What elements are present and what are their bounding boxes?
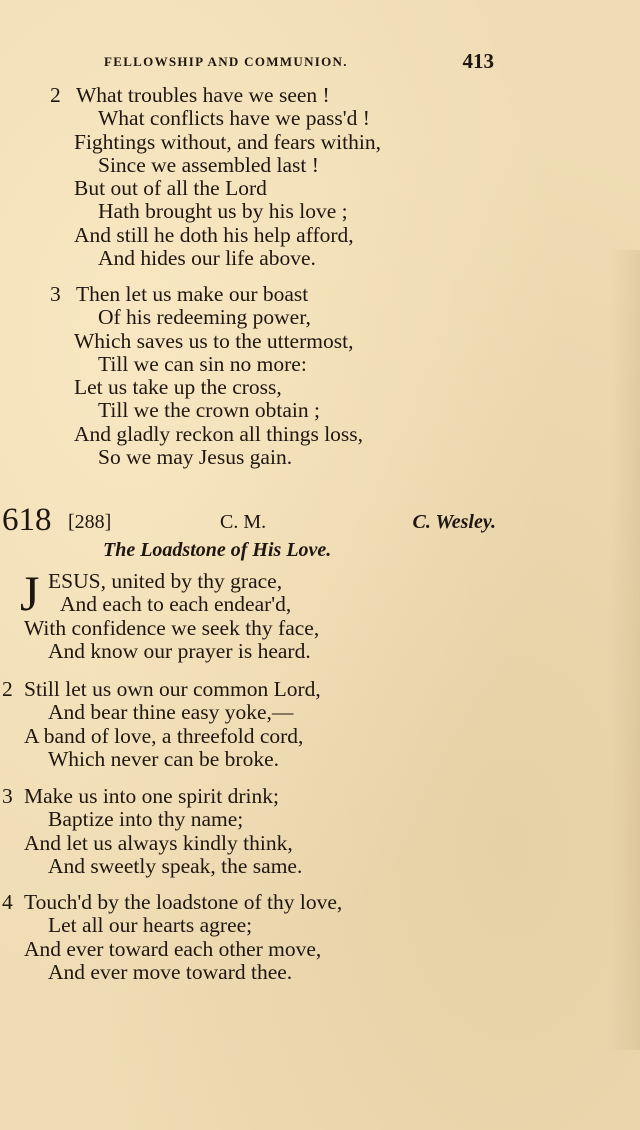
page-number: 413 bbox=[462, 49, 494, 73]
hymn-verse-1 bbox=[24, 570, 444, 663]
verse-number: 3 bbox=[2, 784, 13, 808]
running-title: FELLOWSHIP AND COMMUNION. bbox=[104, 54, 348, 69]
verse-line: And ever toward each other move, bbox=[24, 936, 322, 961]
hymn-alt-number: [288] bbox=[68, 511, 112, 533]
stanza-line: 2 What troubles have we seen ! bbox=[50, 83, 330, 107]
verse-line: And each to each endear'd, bbox=[60, 592, 292, 617]
stanza-number: 3 bbox=[50, 282, 61, 306]
verse-line: 4 Touch'd by the loadstone of thy love, bbox=[2, 890, 343, 914]
hymn-heading bbox=[2, 502, 496, 542]
verse-line: And let us always kindly think, bbox=[24, 830, 293, 855]
stanza-line: Till we can sin no more: bbox=[98, 351, 307, 376]
verse-line: And bear thine easy yoke,— bbox=[48, 700, 294, 725]
stanza-line: Which saves us to the uttermost, bbox=[74, 328, 354, 353]
hymn-title: The Loadstone of His Love. bbox=[103, 539, 332, 561]
verse-number: 2 bbox=[2, 677, 13, 701]
verse-line: 2 Still let us own our common Lord, bbox=[2, 677, 321, 701]
hymn-verse-3 bbox=[2, 785, 442, 878]
verse-line: Let all our hearts agree; bbox=[48, 913, 253, 938]
stanza-line: Since we assembled last ! bbox=[98, 152, 319, 177]
verse-line: 3 Make us into one spirit drink; bbox=[2, 784, 279, 808]
stanza-line: Till we the crown obtain ; bbox=[98, 398, 320, 423]
stanza-line: Let us take up the cross, bbox=[74, 375, 282, 400]
stanza-line: Hath brought us by his love ; bbox=[98, 199, 348, 224]
stanza-line: And hides our life above. bbox=[98, 246, 316, 271]
page-header bbox=[104, 50, 494, 74]
verse-line: Baptize into thy name; bbox=[48, 807, 244, 832]
stanza-line: What conflicts have we pass'd ! bbox=[98, 106, 370, 131]
hymn-author: C. Wesley. bbox=[412, 511, 496, 533]
page-shading bbox=[610, 250, 640, 1050]
hymn-meter: C. M. bbox=[220, 511, 267, 533]
stanza-3 bbox=[50, 283, 470, 469]
verse-line: And ever move toward thee. bbox=[48, 959, 293, 984]
verse-number: 4 bbox=[2, 890, 13, 914]
verse-line: ESUS, united by thy grace, bbox=[48, 569, 283, 593]
stanza-line: And gladly reckon all things loss, bbox=[74, 421, 364, 446]
hymn-number: 618 bbox=[2, 502, 52, 538]
hymn-verse-2 bbox=[2, 678, 442, 771]
drop-cap: J bbox=[20, 565, 40, 621]
stanza-number: 2 bbox=[50, 83, 61, 107]
verse-line: And know our prayer is heard. bbox=[48, 638, 311, 663]
verse-line: A band of love, a threefold cord, bbox=[24, 723, 304, 748]
stanza-line: So we may Jesus gain. bbox=[98, 445, 293, 470]
verse-line: And sweetly speak, the same. bbox=[48, 853, 303, 878]
stanza-line: Of his redeeming power, bbox=[98, 305, 311, 330]
stanza-line: But out of all the Lord bbox=[74, 176, 267, 201]
hymn-verse-4 bbox=[2, 891, 442, 984]
verse-line: With confidence we seek thy face, bbox=[24, 615, 320, 640]
stanza-2 bbox=[50, 84, 470, 270]
stanza-line: 3 Then let us make our boast bbox=[50, 282, 309, 306]
stanza-line: And still he doth his help afford, bbox=[74, 222, 354, 247]
stanza-line: Fightings without, and fears within, bbox=[74, 129, 381, 154]
verse-line: Which never can be broke. bbox=[48, 746, 280, 771]
